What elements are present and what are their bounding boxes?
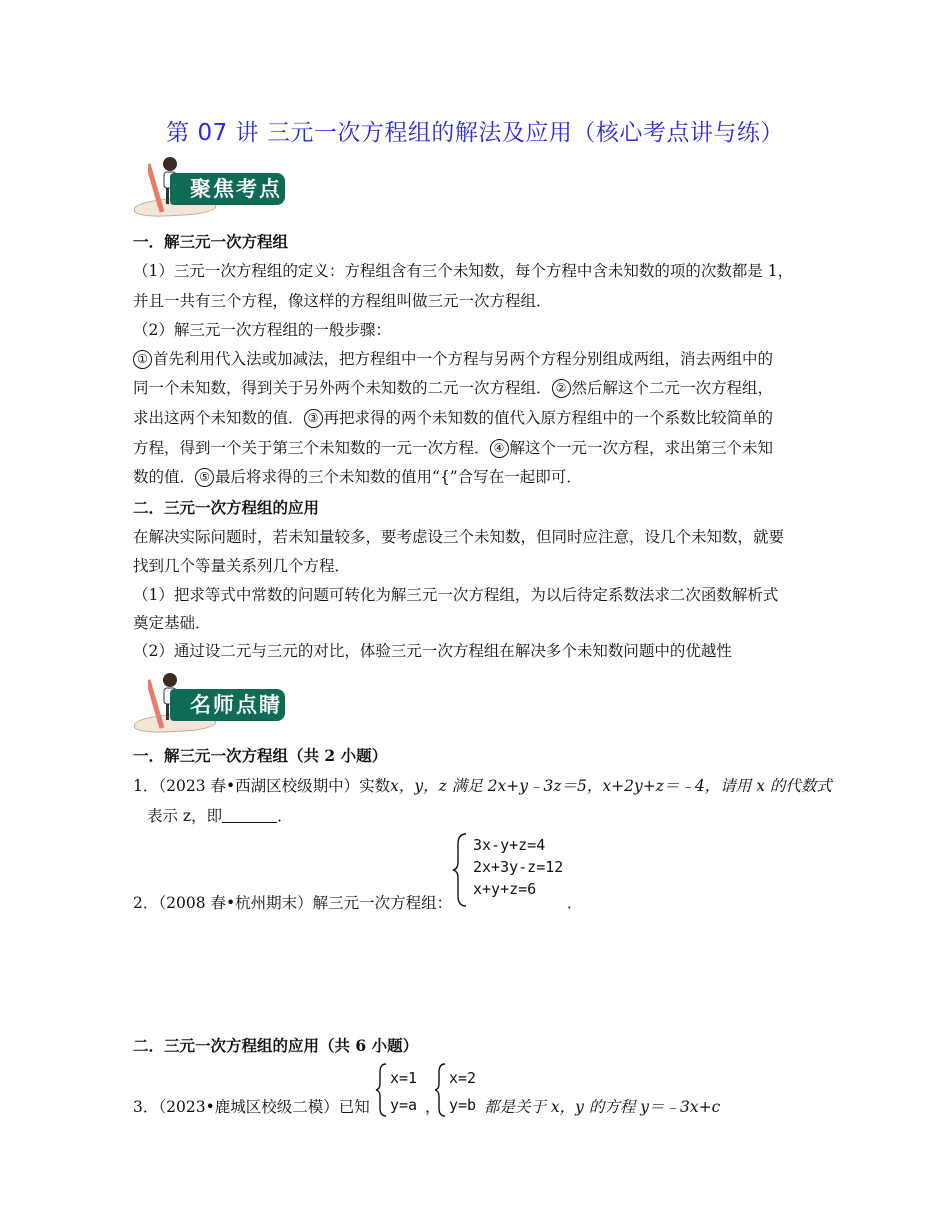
step-line (133, 438, 773, 458)
question-number: 1． (133, 777, 159, 795)
equation: x+y+z=6 (473, 880, 537, 898)
practice-heading: 一．解三元一次方程组（共 2 小题） (133, 746, 388, 765)
equation: y=b (449, 1096, 477, 1114)
step-line (133, 408, 773, 428)
equation-system (473, 834, 563, 900)
step-text: 首先利用代入法或加减法，把方程组中一个方程与另两个方程分别组成两组，消去两组中的 (153, 350, 774, 368)
question-end: ． (567, 894, 583, 912)
question-body: 都是关于 x，y 的方程 y＝﹣3x+c (484, 1098, 721, 1116)
equation: x=1 (390, 1069, 418, 1087)
left-brace-icon (375, 1062, 389, 1118)
step-line (133, 378, 773, 398)
paragraph-line: （2）通过设二元与三元的对比，体验三元一次方程组在解决多个未知数问题中的优越性 (133, 642, 732, 660)
paragraph-line: 奠定基础． (133, 614, 211, 632)
equation: 2x+3y-z=12 (473, 858, 564, 876)
question-end: ． (277, 807, 293, 825)
step-text: 数的值． (133, 468, 196, 486)
step-text: 最后将求得的三个未知数的值用“{”合写在一起即可． (215, 468, 582, 486)
banner-label: 名师点睛 (170, 689, 285, 721)
question-text: （2008 春•杭州期末）解三元一次方程组： (158, 894, 453, 912)
equation: x=2 (449, 1069, 477, 1087)
question-text: 表示 z，即 (147, 807, 223, 825)
circled-number: ④ (490, 439, 509, 458)
equation: 3x-y+z=4 (473, 836, 546, 854)
answer-blank[interactable] (222, 808, 277, 823)
question-source: （2023•鹿城区校级二模）已知 (158, 1098, 370, 1116)
solution-pair-1 (390, 1065, 417, 1119)
definition-line: （1）三元一次方程组的定义：方程组含有三个未知数，每个方程中含未知数的项的次数都是 1， (133, 262, 794, 280)
step-text: 解这个一元一次方程，求出第三个未知 (509, 439, 774, 457)
question-1-line2 (147, 806, 293, 826)
question-number: 3． (133, 1098, 159, 1116)
paragraph-line: （1）把求等式中常数的问题可转化为解三元一次方程组，为以后待定系数法求二次函数解析式 (133, 586, 779, 604)
steps-label: （2）解三元一次方程组的一般步骤： (133, 321, 391, 339)
practice-heading: 二．三元一次方程组的应用（共 6 小题） (133, 1036, 419, 1055)
question-body: x，y，z 满足 2x+y﹣3z＝5，x+2y+z＝﹣4，请用 x 的代数式 (390, 777, 832, 795)
question-1 (133, 776, 832, 796)
paragraph-line: 找到几个等量关系列几个方程． (133, 557, 351, 575)
step-text: 再把求得的两个未知数的值代入原方程组中的一个系数比较简单的 (323, 409, 774, 427)
circled-number: ② (552, 379, 571, 398)
step-line (133, 349, 773, 369)
circled-number: ③ (304, 409, 323, 428)
page-title: 第 07 讲 三元一次方程组的解法及应用（核心考点讲与练） (166, 120, 784, 146)
step-line (133, 467, 582, 487)
question-2 (133, 893, 452, 913)
section-heading: 二．三元一次方程组的应用 (133, 498, 320, 517)
section-heading: 一．解三元一次方程组 (133, 232, 289, 251)
question-source: （2023 春•西湖区校级期中）实数 (158, 777, 391, 795)
step-text: 求出这两个未知数的值． (133, 409, 304, 427)
question-number: 2． (133, 894, 159, 912)
separator: ， (425, 1098, 441, 1116)
section-banner-focus (130, 154, 290, 216)
step-text: 然后解这个二元一次方程组， (571, 379, 774, 397)
paragraph-line: 在解决实际问题时，若未知量较多，要考虑设三个未知数，但同时应注意，设几个未知数，就要 (133, 528, 785, 546)
definition-line: 并且一共有三个方程，像这样的方程组叫做三元一次方程组． (133, 292, 552, 310)
step-text: 方程，得到一个关于第三个未知数的一元一次方程． (133, 439, 490, 457)
banner-label: 聚焦考点 (170, 173, 285, 205)
solution-pair-2 (449, 1065, 476, 1119)
left-brace-icon (434, 1062, 448, 1118)
question-3 (133, 1097, 370, 1117)
circled-number: ⑤ (195, 468, 214, 487)
question-text (484, 1097, 720, 1117)
left-brace-icon (452, 832, 470, 908)
equation: y=a (390, 1096, 418, 1114)
circled-number: ① (133, 350, 152, 369)
section-banner-tips (130, 670, 290, 732)
step-text: 同一个未知数，得到关于另外两个未知数的二元一次方程组． (133, 379, 552, 397)
